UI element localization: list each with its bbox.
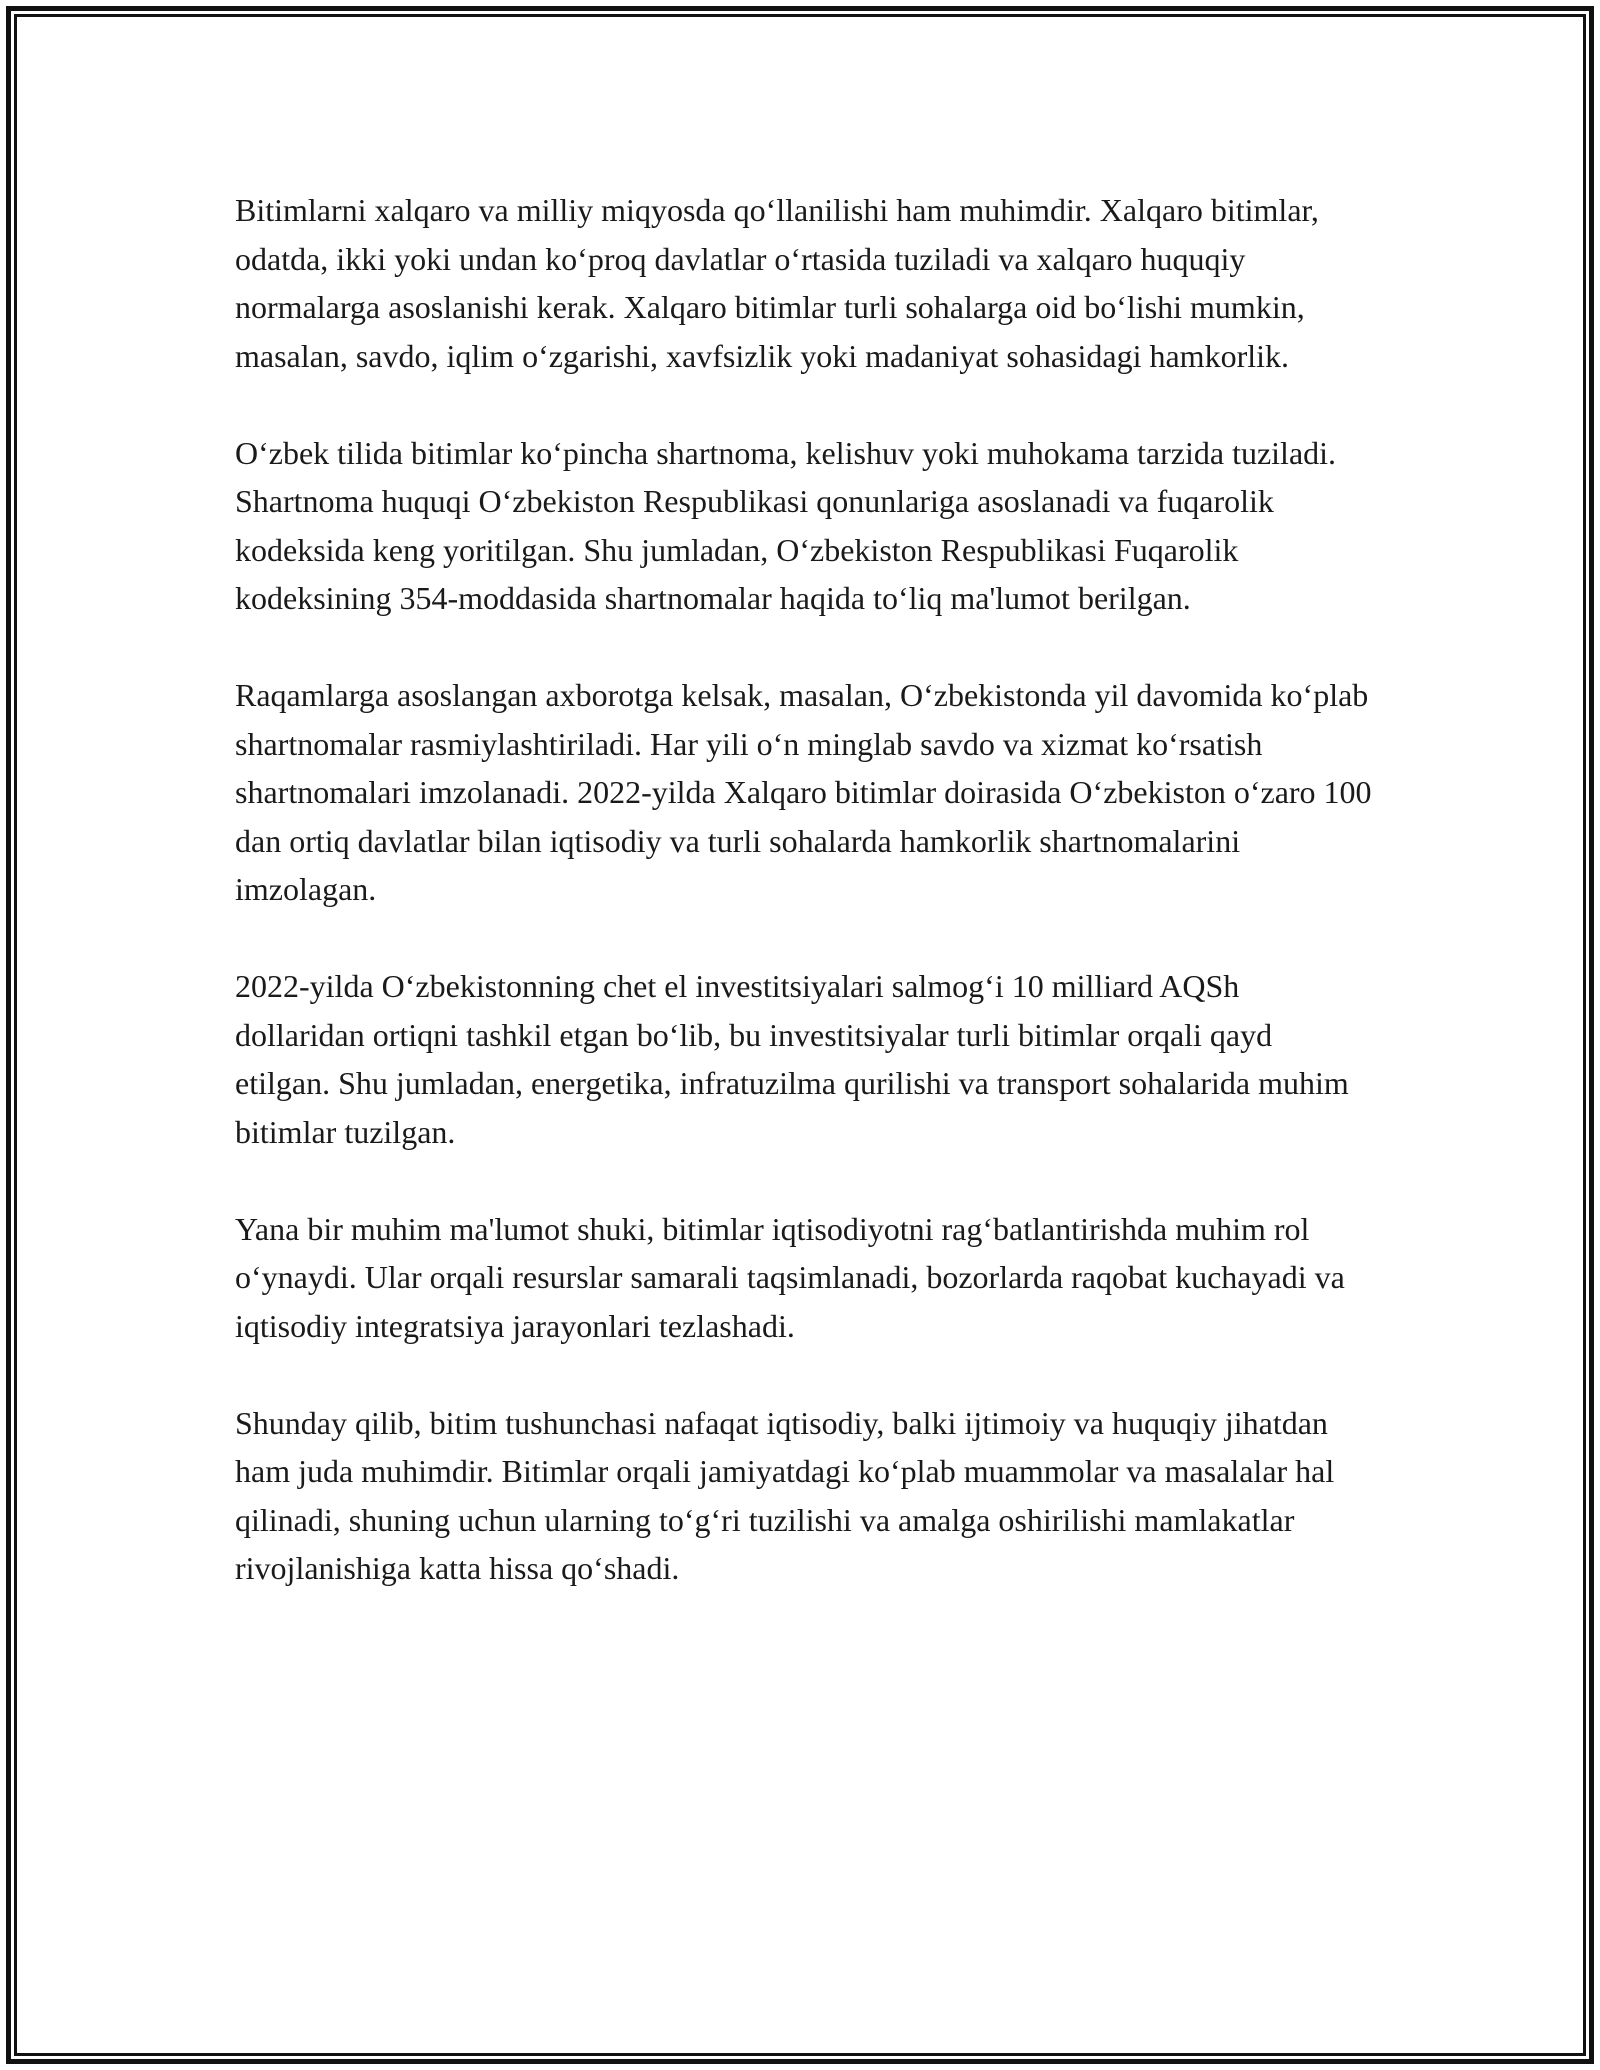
paragraph-foreign-investment: 2022-yilda Oʻzbekistonning chet el investitsiyalari salmogʻi 10 milliard AQSh dollaridan ortiqni tashkil etgan boʻlib, bu investitsiyalar turli bitimlar orqali qayd etilgan. Shu jumladan, energetika, infratuzilma qurilishi va transport sohalarida muhim bitimlar tuzilgan.: [235, 968, 1349, 1150]
paragraph-numeric-information: Raqamlarga asoslangan axborotga kelsak, masalan, Oʻzbekistonda yil davomida koʻplab shartnomalar rasmiylashtiriladi. Har yili oʻn minglab savdo va xizmat koʻrsatish shartnomalari imzolanadi. 2022-yilda Xalqaro bitimlar doirasida Oʻzbekiston oʻzaro 100 dan ortiq davlatlar bilan iqtisodiy va turli sohalarda hamkorlik shartnomalarini imzolagan.: [235, 677, 1372, 907]
paragraph-uzbek-contracts: Oʻzbek tilida bitimlar koʻpincha shartnoma, kelishuv yoki muhokama tarzida tuziladi. Shartnoma huquqi Oʻzbekiston Respublikasi qonunlariga asoslanadi va fuqarolik kodeksida keng yoritilgan. Shu jumladan, Oʻzbekiston Respublikasi Fuqarolik kodeksining 354-moddasida shartnomalar haqida toʻliq ma'lumot berilgan.: [235, 434, 1337, 616]
document-body: [235, 186, 1375, 1641]
paragraph-conclusion: Shunday qilib, bitim tushunchasi nafaqat iqtisodiy, balki ijtimoiy va huquqiy jihatdan ham juda muhimdir. Bitimlar orqali jamiyatdagi koʻplab muammolar va masalalar hal qilinadi, shuning uchun ularning toʻgʻri tuzilishi va amalga oshirilishi mamlakatlar rivojlanishiga katta hissa qoʻshadi.: [235, 1404, 1335, 1586]
paragraph-economic-role: Yana bir muhim ma'lumot shuki, bitimlar iqtisodiyotni ragʻbatlantirishda muhim rol oʻynaydi. Ular orqali resurslar samarali taqsimlanadi, bozorlarda raqobat kuchayadi va iqtisodiy integratsiya jarayonlari tezlashadi.: [235, 1210, 1345, 1344]
paragraph-international-agreements: Bitimlarni xalqaro va milliy miqyosda qoʻllanilishi ham muhimdir. Xalqaro bitimlar, odatda, ikki yoki undan koʻproq davlatlar oʻrtasida tuziladi va xalqaro huquqiy normalarga asoslanishi kerak. Xalqaro bitimlar turli sohalarga oid boʻlishi mumkin, masalan, savdo, iqlim oʻzgarishi, xavfsizlik yoki madaniyat sohasidagi hamkorlik.: [235, 192, 1319, 374]
